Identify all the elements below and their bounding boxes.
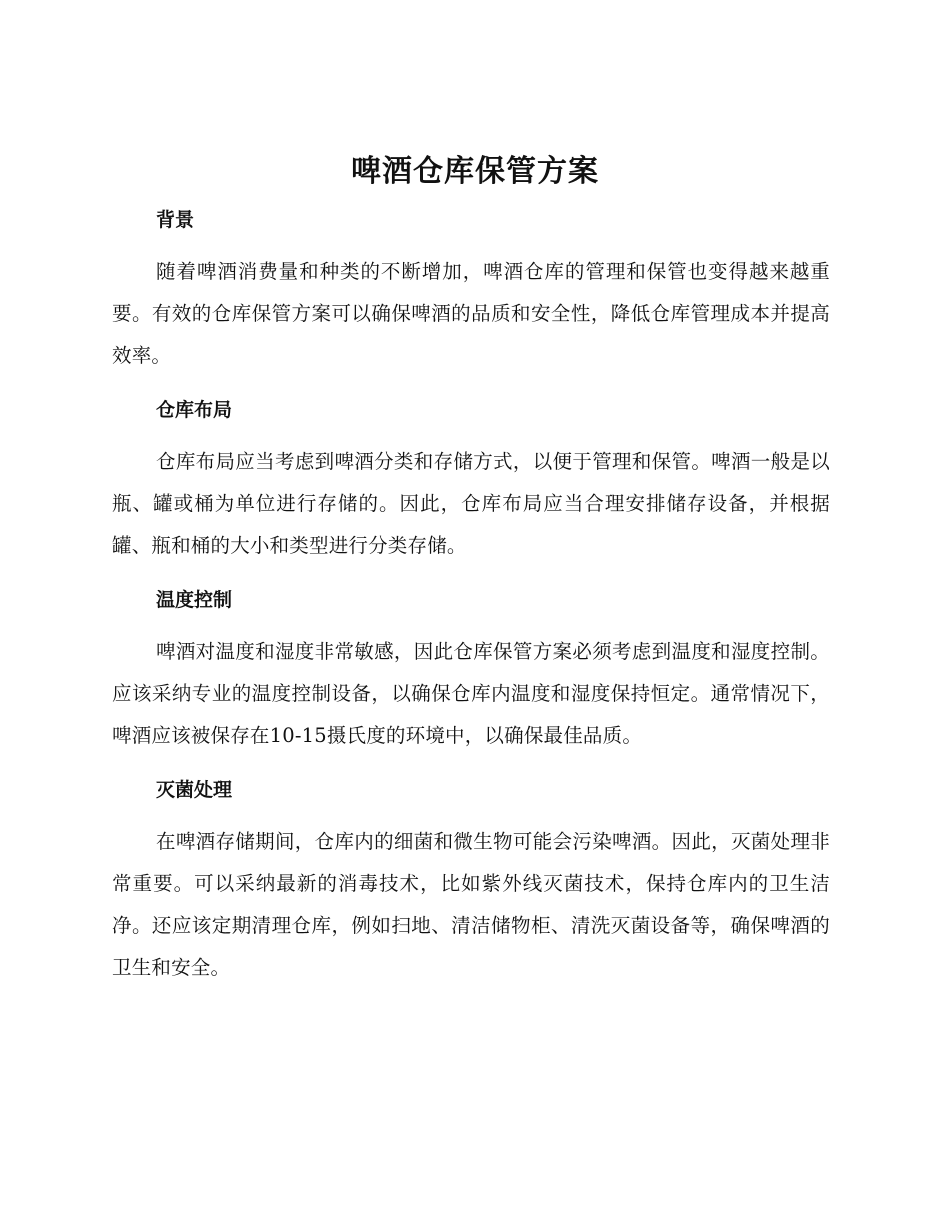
section-heading: 灭菌处理 bbox=[156, 779, 233, 801]
section-sterilization bbox=[112, 773, 830, 989]
section-temperature-control bbox=[112, 583, 830, 757]
section-background bbox=[112, 203, 830, 377]
section-paragraph: 在啤酒存储期间，仓库内的细菌和微生物可能会污染啤酒。因此，灭菌处理非常重要。可以采纳最新的消毒技术，比如紫外线灭菌技术，保持仓库内的卫生洁净。还应该定期清理仓库，例如扫地、清洁储物柜、清洗灭菌设备等，确保啤酒的卫生和安全。 bbox=[112, 830, 830, 979]
section-warehouse-layout bbox=[112, 393, 830, 567]
document-content bbox=[112, 203, 830, 1005]
section-heading: 温度控制 bbox=[156, 589, 233, 611]
section-heading: 背景 bbox=[156, 209, 195, 231]
section-paragraph: 啤酒对温度和湿度非常敏感，因此仓库保管方案必须考虑到温度和湿度控制。应该采纳专业的温度控制设备，以确保仓库内温度和湿度保持恒定。通常情况下，啤酒应该被保存在10-15摄氏度的环境中，以确保最佳品质。 bbox=[112, 640, 830, 747]
document-title: 啤酒仓库保管方案 bbox=[351, 154, 599, 189]
section-heading: 仓库布局 bbox=[156, 399, 233, 421]
section-paragraph: 仓库布局应当考虑到啤酒分类和存储方式，以便于管理和保管。啤酒一般是以瓶、罐或桶为单位进行存储的。因此，仓库布局应当合理安排储存设备，并根据罐、瓶和桶的大小和类型进行分类存储。 bbox=[112, 450, 830, 557]
section-paragraph: 随着啤酒消费量和种类的不断增加，啤酒仓库的管理和保管也变得越来越重要。有效的仓库保管方案可以确保啤酒的品质和安全性，降低仓库管理成本并提高效率。 bbox=[112, 260, 830, 367]
